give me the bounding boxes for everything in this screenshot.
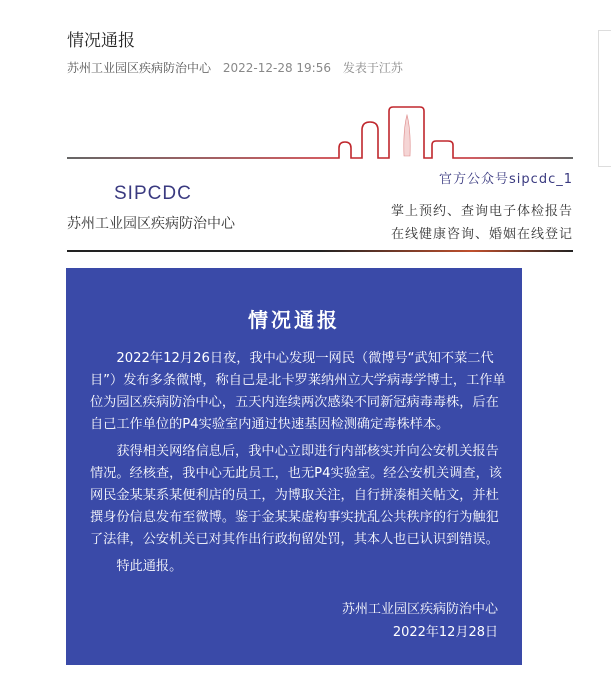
notice-signature: 苏州工业园区疾病防治中心	[341, 602, 498, 617]
skyline-logo-icon	[67, 90, 573, 165]
notice-paragraph-3	[90, 556, 505, 578]
notice-title: 情况通报	[248, 308, 340, 332]
notice-paragraph-1	[90, 348, 505, 436]
text-line: 获得相关网络信息后，我中心立即进行内部核实并向公安机关报告	[90, 444, 499, 459]
source-account-link[interactable]: 苏州工业园区疾病防治中心	[67, 61, 212, 75]
text-line: 位为园区疾病防治中心，五天内连续两次感染不同新冠病毒毒株，后在	[90, 395, 499, 410]
side-panel	[598, 30, 611, 167]
text-line: 目”）发布多条微博，称自己是北卡罗莱纳州立大学病毒学博士，工作单	[90, 373, 506, 388]
service-line-1: 掌上预约、查询电子体检报告	[390, 204, 573, 219]
article-meta	[67, 59, 411, 76]
text-line: 了法律，公安机关已对其作出行政拘留处罚，其本人也已认识到错误。	[90, 532, 499, 547]
notice-paragraph-2	[90, 441, 505, 551]
publish-location: 发表于江苏	[342, 61, 403, 75]
text-line: 特此通报。	[90, 559, 183, 574]
official-account: 官方公众号sipcdc_1	[439, 172, 573, 187]
banner-divider	[67, 250, 573, 252]
notice-date: 2022年12月28日	[392, 625, 498, 640]
text-line: 2022年12月26日夜，我中心发现一网民（微博号“武知不菜二代	[90, 351, 494, 366]
org-name: 苏州工业园区疾病防治中心	[67, 216, 235, 232]
text-line: 撰身份信息发布至微博。鉴于金某某虚构事实扰乱公共秩序的行为触犯	[90, 510, 499, 525]
text-line: 网民金某某系某便利店的员工，为博取关注，自行拼凑相关帖文，并杜	[90, 488, 499, 503]
article-title: 情况通报	[67, 31, 135, 51]
publish-datetime: 2022-12-28 19:56	[222, 61, 331, 75]
header-banner	[67, 90, 573, 255]
notice-image	[66, 268, 522, 665]
text-line: 自己工作单位的P4实验室内通过快速基因检测确定毒株样本。	[90, 417, 450, 432]
service-line-2: 在线健康咨询、婚姻在线登记	[390, 227, 573, 242]
text-line: 情况。经核查，我中心无此员工，也无P4实验室。经公安机关调查，该	[90, 466, 502, 481]
notice-body	[90, 348, 505, 583]
sipcdc-logo-text: SIPCDC	[114, 183, 192, 204]
